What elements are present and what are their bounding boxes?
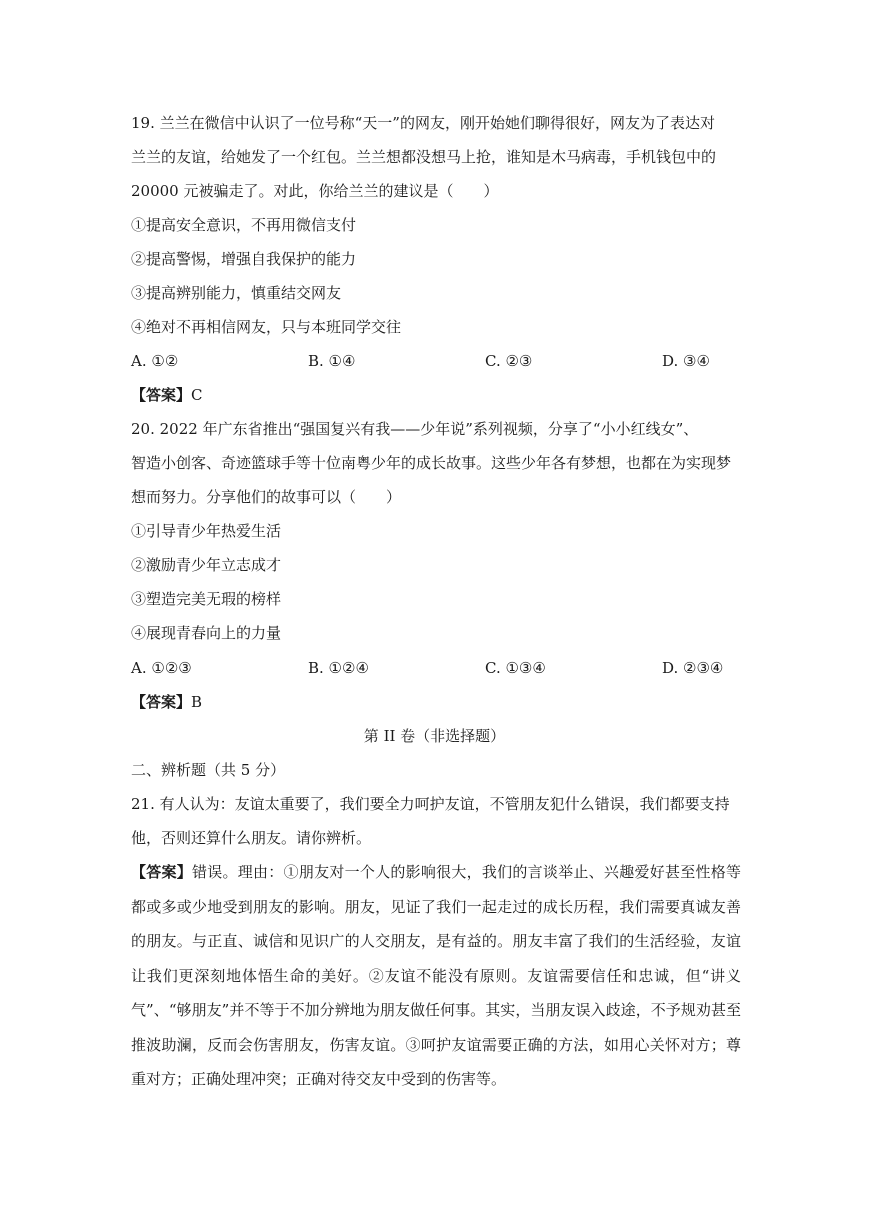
q20-option-b: B. ①②④ — [308, 659, 369, 677]
q19-item-4: ④绝对不再相信网友，只与本班同学交往 — [131, 318, 402, 336]
q19-item-3: ③提高辨别能力，慎重结交网友 — [131, 284, 342, 302]
q20-stem-line-1: 20. 2022 年广东省推出“强国复兴有我——少年说”系列视频，分享了“小小红线女”、 — [131, 420, 699, 438]
q19-option-b: B. ①④ — [308, 352, 356, 370]
q20-stem-line-2: 智造小创客、奇迹篮球手等十位南粤少年的成长故事。这些少年各有梦想，也都在为实现梦 — [131, 454, 732, 472]
q19-option-c: C. ②③ — [485, 352, 533, 370]
q21-answer-text: 错误。理由：①朋友对一个人的影响很大，我们的言谈举止、兴趣爱好甚至性格等都或多或少地受到朋友的影响。朋友，见证了我们一起走过的成长历程，我们需要真诚友善的朋友。与正直、诚信和见识广的人交朋友，是有益的。朋友丰富了我们的生活经验，友谊让我们更深刻地体悟生命的美好。②友谊不能没有原则。友谊需要信任和忠诚，但“讲义气”、“够朋友”并不等于不加分辨地为朋友做任何事。其实，当朋友误入歧途，不予规劝甚至推波助澜，反而会伤害朋友，伤害友谊。③呵护友谊需要正确的方法，如用心关怀对方；尊重对方；正确处理冲突；正确对待交友中受到的伤害等。 — [131, 863, 741, 1088]
q19-item-2: ②提高警惕，增强自我保护的能力 — [131, 250, 357, 268]
q20-answer — [131, 692, 741, 712]
q19-answer-value: C — [191, 386, 203, 404]
q19-stem-line-2: 兰兰的友谊，给她发了一个红包。兰兰想都没想马上抢，谁知是木马病毒，手机钱包中的 — [131, 148, 717, 166]
q19-stem-line-3: 20000 元被骗走了。对此，你给兰兰的建议是（ ） — [131, 182, 499, 200]
part2-heading: 二、辨析题（共 5 分） — [131, 761, 286, 779]
q20-stem-line-3: 想而努力。分享他们的故事可以（ ） — [131, 488, 402, 506]
q20-option-c: C. ①③④ — [485, 659, 546, 677]
q19-option-d: D. ③④ — [662, 352, 710, 370]
q20-answer-value: B — [191, 693, 203, 711]
q20-item-2: ②激励青少年立志成才 — [131, 556, 282, 574]
q21-stem-line-1: 21. 有人认为：友谊太重要了，我们要全力呵护友谊，不管朋友犯什么错误，我们都要支持 — [131, 795, 730, 813]
q19-answer — [131, 385, 741, 405]
q20-item-1: ①引导青少年热爱生活 — [131, 522, 282, 540]
q21-stem-line-2: 他，否则还算什么朋友。请你辨析。 — [131, 829, 372, 847]
q19-option-a: A. ①② — [131, 352, 179, 370]
section-title: 第 II 卷（非选择题） — [363, 727, 506, 745]
q19-stem-line-1: 19. 兰兰在微信中认识了一位号称“天一”的网友，刚开始她们聊得很好，网友为了表达对 — [131, 114, 715, 132]
q21-answer-label: 【答案】 — [131, 863, 193, 881]
q20-item-4: ④展现青春向上的力量 — [131, 624, 282, 642]
q20-answer-label: 【答案】 — [131, 693, 192, 711]
q19-item-1: ①提高安全意识，不再用微信支付 — [131, 216, 357, 234]
q20-item-3: ③塑造完美无瑕的榜样 — [131, 590, 282, 608]
q20-options — [131, 658, 741, 678]
q21-answer — [131, 855, 741, 1097]
q19-options — [131, 351, 741, 371]
q20-option-d: D. ②③④ — [662, 659, 724, 677]
q19-answer-label: 【答案】 — [131, 386, 192, 404]
q20-option-a: A. ①②③ — [131, 659, 192, 677]
